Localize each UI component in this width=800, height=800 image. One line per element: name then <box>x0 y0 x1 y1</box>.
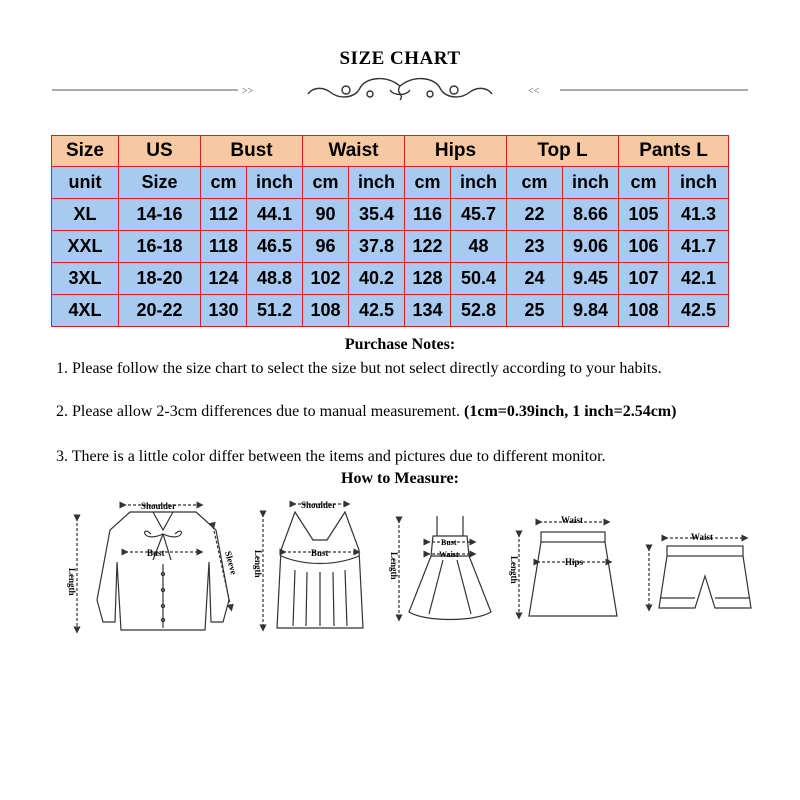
table-cell: 48 <box>451 231 507 263</box>
unit-cell: cm <box>619 167 669 199</box>
unit-cell: cm <box>405 167 451 199</box>
table-cell: 50.4 <box>451 263 507 295</box>
unit-cell: inch <box>669 167 729 199</box>
shoulder-label: Shoulder <box>301 500 337 510</box>
waist-label: Waist <box>439 550 459 559</box>
table-row <box>52 263 729 295</box>
unit-cell: unit <box>52 167 119 199</box>
table-cell: 22 <box>507 199 563 231</box>
ornament-divider <box>50 76 750 106</box>
table-cell: 118 <box>201 231 247 263</box>
table-cell: 41.3 <box>669 199 729 231</box>
length-label: Length <box>253 550 263 578</box>
table-cell: 124 <box>201 263 247 295</box>
table-cell: 52.8 <box>451 295 507 327</box>
table-cell: 8.66 <box>563 199 619 231</box>
table-row <box>52 295 729 327</box>
blouse-diagram-icon <box>77 505 231 630</box>
svg-text:<<: << <box>528 86 540 97</box>
table-cell: 35.4 <box>349 199 405 231</box>
table-cell: 102 <box>303 263 349 295</box>
purchase-note-2-text: 2. Please allow 2-3cm differences due to manual measurement. <box>56 403 465 420</box>
table-header-cell: Hips <box>405 136 507 167</box>
table-cell: XL <box>52 199 119 231</box>
table-cell: 42.1 <box>669 263 729 295</box>
unit-cell: cm <box>303 167 349 199</box>
table-cell: 107 <box>619 263 669 295</box>
table-cell: 48.8 <box>247 263 303 295</box>
table-cell: 9.06 <box>563 231 619 263</box>
length-label: Length <box>389 552 399 580</box>
table-cell: 112 <box>201 199 247 231</box>
unit-cell: inch <box>247 167 303 199</box>
table-unit-row <box>52 167 729 199</box>
table-cell: 130 <box>201 295 247 327</box>
table-cell: 122 <box>405 231 451 263</box>
unit-cell: cm <box>507 167 563 199</box>
table-cell: 44.1 <box>247 199 303 231</box>
table-cell: 40.2 <box>349 263 405 295</box>
conversion-note: (1cm=0.39inch, 1 inch=2.54cm) <box>464 403 677 420</box>
shorts-diagram-icon <box>649 538 751 608</box>
unit-cell: inch <box>451 167 507 199</box>
waist-label: Waist <box>561 515 584 525</box>
camisole-diagram-icon <box>263 504 363 628</box>
bust-label: Bust <box>441 538 457 547</box>
bust-label: Bust <box>311 548 329 558</box>
purchase-note-2 <box>56 401 766 422</box>
unit-cell: inch <box>349 167 405 199</box>
table-cell: 128 <box>405 263 451 295</box>
table-header-cell: Top L <box>507 136 619 167</box>
table-header-cell: US <box>119 136 201 167</box>
table-cell: 45.7 <box>451 199 507 231</box>
how-to-measure-title: How to Measure: <box>341 470 459 487</box>
hips-label: Hips <box>565 557 584 567</box>
table-cell: 23 <box>507 231 563 263</box>
table-cell: 51.2 <box>247 295 303 327</box>
shoulder-label: Shoulder <box>141 501 177 511</box>
table-row <box>52 199 729 231</box>
table-cell: 4XL <box>52 295 119 327</box>
table-cell: 90 <box>303 199 349 231</box>
table-cell: 3XL <box>52 263 119 295</box>
table-cell: 42.5 <box>349 295 405 327</box>
unit-cell: cm <box>201 167 247 199</box>
measure-diagrams <box>55 490 755 640</box>
table-cell: 14-16 <box>119 199 201 231</box>
table-cell: 20-22 <box>119 295 201 327</box>
waist-label: Waist <box>691 532 714 542</box>
skirt-diagram-icon <box>519 522 617 616</box>
table-cell: 16-18 <box>119 231 201 263</box>
unit-cell: Size <box>119 167 201 199</box>
unit-cell: inch <box>563 167 619 199</box>
table-cell: 134 <box>405 295 451 327</box>
table-cell: 42.5 <box>669 295 729 327</box>
bust-label: Bust <box>147 548 165 558</box>
table-cell: 24 <box>507 263 563 295</box>
table-cell: 96 <box>303 231 349 263</box>
table-cell: 108 <box>619 295 669 327</box>
table-cell: 41.7 <box>669 231 729 263</box>
table-header-cell: Waist <box>303 136 405 167</box>
svg-text:>>: >> <box>242 86 254 97</box>
table-cell: 105 <box>619 199 669 231</box>
table-cell: 37.8 <box>349 231 405 263</box>
purchase-note-3: 3. There is a little color differ between the items and pictures due to different monitor. <box>56 448 606 465</box>
table-cell: 9.84 <box>563 295 619 327</box>
table-cell: 9.45 <box>563 263 619 295</box>
table-row <box>52 231 729 263</box>
length-label: Length <box>67 568 77 596</box>
table-header-cell: Size <box>52 136 119 167</box>
table-header-row <box>52 136 729 167</box>
strap-dress-diagram-icon <box>399 516 491 620</box>
table-header-cell: Bust <box>201 136 303 167</box>
table-header-cell: Pants L <box>619 136 729 167</box>
purchase-notes-title: Purchase Notes: <box>344 336 456 353</box>
table-cell: 46.5 <box>247 231 303 263</box>
table-cell: 106 <box>619 231 669 263</box>
table-cell: 25 <box>507 295 563 327</box>
table-cell: XXL <box>52 231 119 263</box>
sleeve-label: Sleeve <box>223 549 239 576</box>
purchase-note-1: 1. Please follow the size chart to select the size but not select directly according to your habits. <box>56 360 662 377</box>
table-cell: 116 <box>405 199 451 231</box>
size-chart-table <box>51 135 729 327</box>
table-cell: 108 <box>303 295 349 327</box>
length-label: Length <box>509 556 519 584</box>
page-title: SIZE CHART <box>339 48 461 69</box>
table-cell: 18-20 <box>119 263 201 295</box>
